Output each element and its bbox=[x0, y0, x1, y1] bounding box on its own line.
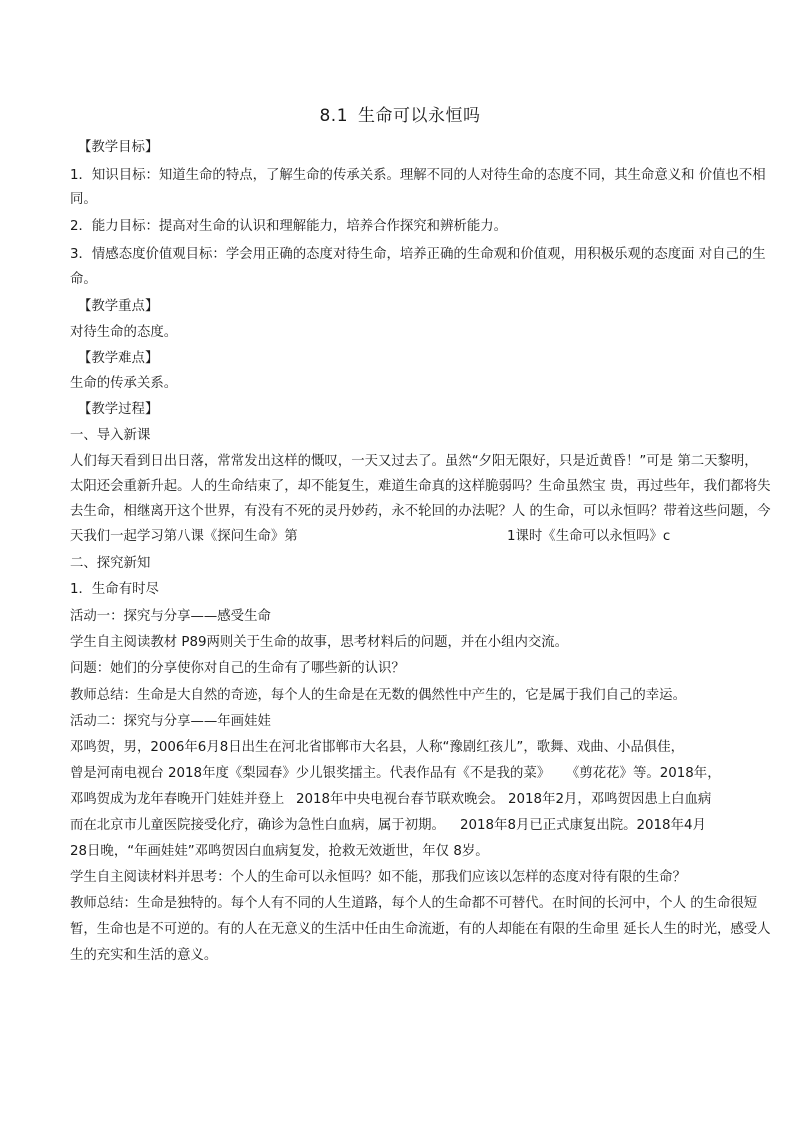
text-fragment: 2018年8月已正式康复出院。2018年4月 bbox=[460, 818, 706, 833]
paragraph-line: 活动一：探究与分享——感受生命 bbox=[70, 609, 271, 624]
paragraph-line: 1．知识目标：知道生命的特点，了解生命的传承关系。理解不同的人对待生命的态度不同，其生命意义和 价值也不相 bbox=[70, 168, 766, 183]
section-heading-key-points: 【教学重点】 bbox=[78, 299, 159, 314]
paragraph-line: 活动二：探究与分享——年画娃娃 bbox=[70, 714, 271, 729]
paragraph-line: 教师总结：生命是大自然的奇迹，每个人的生命是在无数的偶然性中产生的，它是属于我们自己的幸运。 bbox=[70, 688, 686, 703]
section-heading-process: 【教学过程】 bbox=[78, 402, 159, 417]
paragraph-line: 曾是河南电视台 2018年度《梨园春》少儿银奖擂主。代表作品有《不是我的菜》 bbox=[70, 766, 551, 781]
paragraph-line: 学生自主阅读教材 P89两则关于生命的故事，思考材料后的问题，并在小组内交流。 bbox=[70, 635, 569, 650]
paragraph-line: 学生自主阅读材料并思考：个人的生命可以永恒吗？如不能，那我们应该以怎样的态度对待有限的生命？ bbox=[70, 870, 686, 885]
paragraph-line: 生的充实和生活的意义。 bbox=[70, 948, 218, 963]
title-text: 生命可以永恒吗 bbox=[358, 106, 481, 126]
paragraph-line: 问题：她们的分享使你对自己的生命有了哪些新的认识？ bbox=[70, 661, 405, 676]
lesson-reference: 1课时《生命可以永恒吗》c bbox=[507, 529, 671, 544]
paragraph-line: 教师总结：生命是独特的。每个人有不同的人生道路，每个人的生命都不可替代。在时间的长河中，个人 的生命很短 bbox=[70, 896, 758, 911]
paragraph-line: 天我们一起学习第八课《探问生命》第 bbox=[70, 529, 298, 544]
paragraph-line: 太阳还会重新升起。人的生命结束了，却不能复生，难道生命真的这样脆弱吗？生命虽然宝 贵，再过些年，我们都将失 bbox=[70, 479, 771, 494]
paragraph-line: 3．情感态度价值观目标：学会用正确的态度对待生命，培养正确的生命观和价值观，用积极乐观的态度面 对自己的生 bbox=[70, 247, 766, 262]
text-fragment: 《剪花花》等。2018年， bbox=[566, 766, 721, 781]
subsection-heading: 1．生命有时尽 bbox=[70, 582, 159, 597]
paragraph-line: 2．能力目标：提高对生命的认识和理解能力，培养合作探究和辨析能力。 bbox=[70, 219, 508, 234]
paragraph-line: 同。 bbox=[70, 192, 97, 207]
paragraph-line: 而在北京市儿童医院接受化疗，确诊为急性白血病，属于初期。 bbox=[70, 818, 445, 833]
paragraph-line: 去生命，相继离开这个世界，有没有不死的灵丹妙药，永不轮回的办法呢？人 的生命，可以永恒吗？带着这些问题，今 bbox=[70, 504, 771, 519]
paragraph-line: 生命的传承关系。 bbox=[70, 376, 178, 391]
subsection-heading: 二、探究新知 bbox=[70, 556, 151, 571]
subsection-heading: 一、导入新课 bbox=[70, 428, 151, 443]
paragraph-line: 28日晚，“年画娃娃”邓鸣贺因白血病复发，抢救无效逝世，年仅 8岁。 bbox=[70, 844, 489, 859]
paragraph-line: 命。 bbox=[70, 272, 97, 287]
paragraph-line: 暂，生命也是不可逆的。有的人在无意义的生活中任由生命流逝，有的人却能在有限的生命里 延长人生的时光，感受人 bbox=[70, 922, 771, 937]
page-title bbox=[0, 104, 800, 128]
paragraph-line: 对待生命的态度。 bbox=[70, 325, 178, 340]
section-heading-difficulties: 【教学难点】 bbox=[78, 351, 159, 366]
paragraph-line: 人们每天看到日出日落，常常发出这样的慨叹，一天又过去了。虽然“夕阳无限好，只是近黄昏！”可是 第二天黎明， bbox=[70, 454, 758, 469]
text-fragment: 2018年中央电视台春节联欢晚会。 bbox=[296, 792, 505, 807]
title-number: 8.1 bbox=[319, 106, 349, 126]
text-fragment: 2018年2月，邓鸣贺因患上白血病 bbox=[508, 792, 712, 807]
paragraph-line: 邓鸣贺，男，2006年6月8日出生在河北省邯郸市大名县，人称“豫剧红孩儿”，歌舞、戏曲、小品俱佳， bbox=[70, 740, 685, 755]
paragraph-line: 邓鸣贺成为龙年春晚开门娃娃并登上 bbox=[70, 792, 285, 807]
section-heading-objectives: 【教学目标】 bbox=[78, 140, 159, 155]
